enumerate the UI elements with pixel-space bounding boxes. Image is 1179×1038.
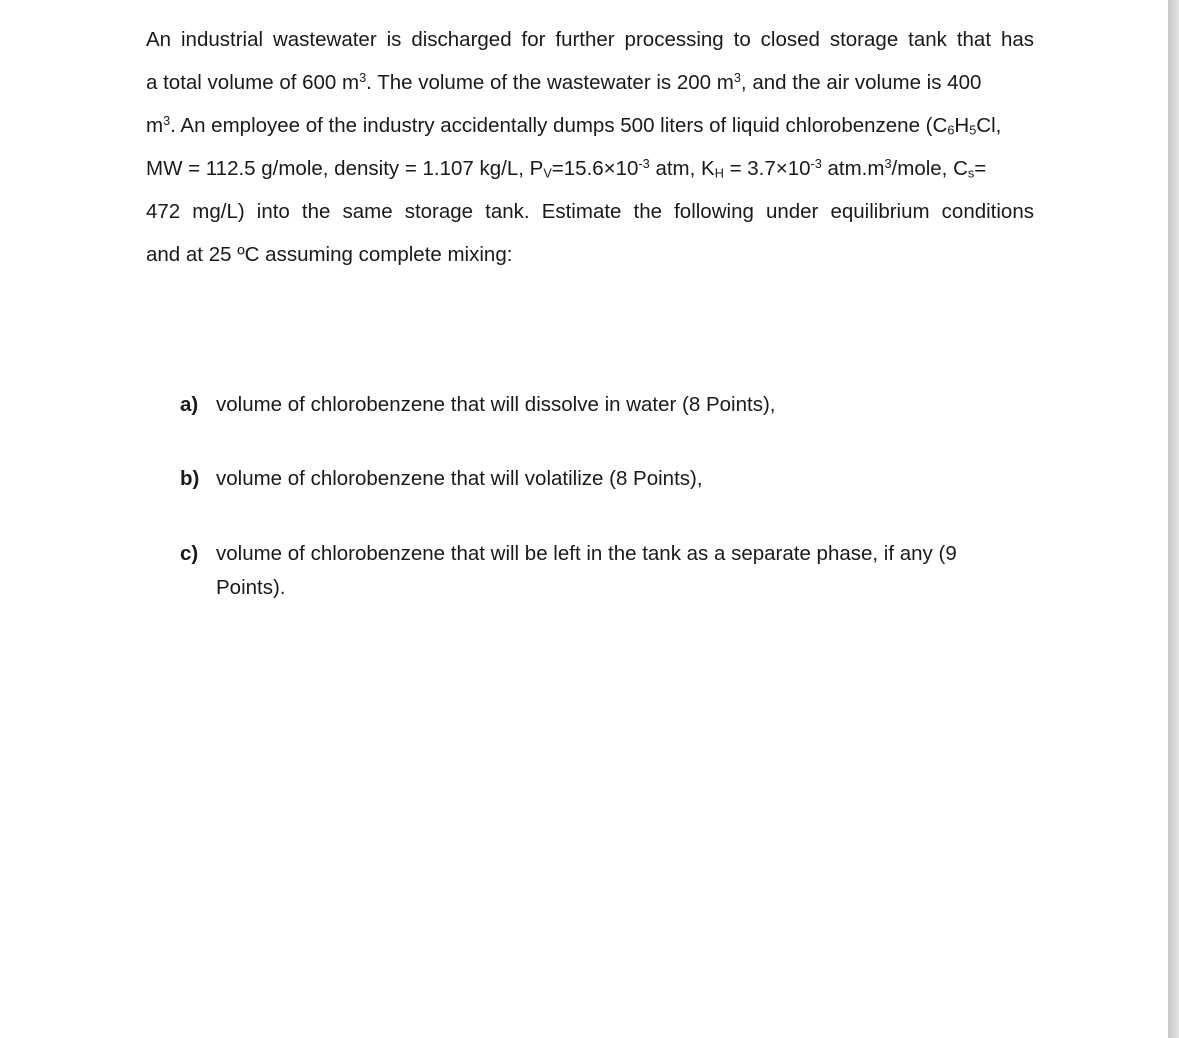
question-text: volume of chlorobenzene that will volatilize (8 Points), [216,467,703,490]
problem-line-2: a total volume of 600 $m^3$. The volume of the wastewater is 200 $m^3$, and the air volume is 400 [146,70,982,94]
problem-statement [146,18,1034,276]
question-marker: c) [180,542,199,565]
problem-line-4: MW = 112.5 g/mole, density = 1.107 kg/L, $P_V=15.6\times 10^{-3}$ atm, $K_H = 3.7\times 10^{-3}$ $atm.m^3$/mole, $C_s=$ [146,156,987,181]
question-text-line-1: volume of chlorobenzene that will be left in the tank as a separate phase, if any (9 [216,542,957,565]
problem-line-6: and at 25 ºC assuming complete mixing: [146,243,513,266]
window-edge [1168,0,1179,1038]
question-a [180,388,1040,422]
question-text: volume of chlorobenzene that will dissolve in water (8 Points), [216,393,776,416]
problem-line-1: An industrial wastewater is discharged for further processing to closed storage tank that has [146,28,1034,51]
problem-line-3: $m^3$. An employee of the industry accidentally dumps 500 liters of liquid chlorobenzene ($C_6H_5Cl$, [146,113,1002,138]
question-marker: b) [180,467,200,490]
question-b [180,462,1040,496]
question-c [180,537,1040,605]
problem-line-5: 472 mg/L) into the same storage tank. Estimate the following under equilibrium conditions [146,200,1034,223]
question-marker: a) [180,393,199,416]
question-list [180,388,1040,605]
question-text-line-2: Points). [216,576,286,599]
